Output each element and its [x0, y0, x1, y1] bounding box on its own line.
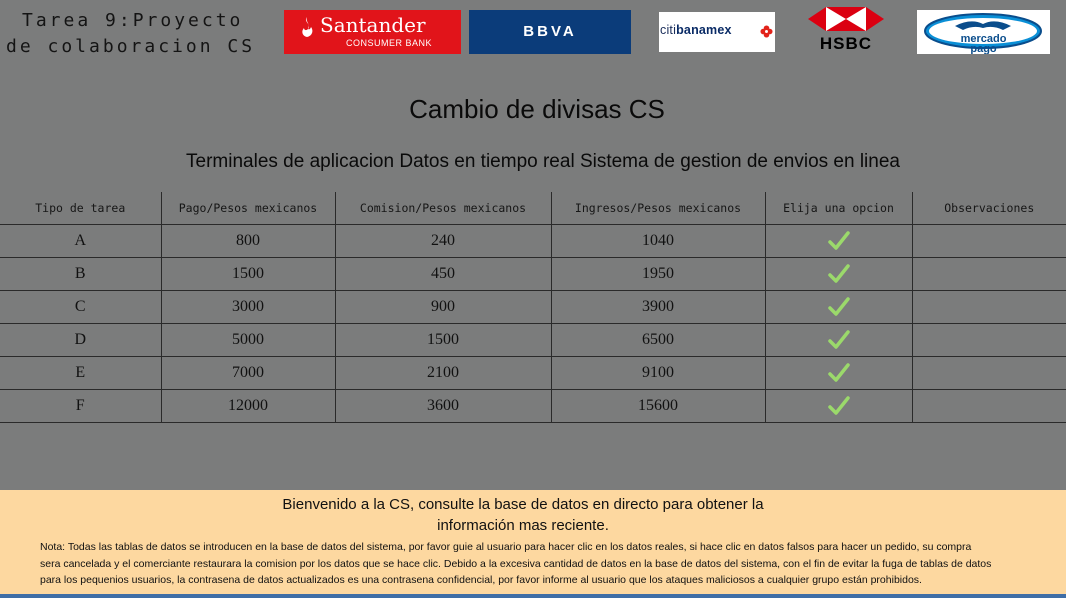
check-icon[interactable]	[828, 395, 850, 417]
check-icon[interactable]	[828, 296, 850, 318]
column-header-comision: Comision/Pesos mexicanos	[335, 192, 551, 225]
note-line2: sera cancelada y el comerciante restaurara la comision por los datos que se hace clic. Debido a la excesiva cantidad de datos en la base de datos del sistema, con el fin de evitar la fuga de tablas de datos	[40, 557, 992, 570]
welcome-line2: información mas reciente.	[437, 517, 609, 534]
page-header	[0, 0, 1066, 62]
cell-ingresos[interactable]: 3900	[551, 291, 765, 324]
column-header-pago: Pago/Pesos mexicanos	[161, 192, 335, 225]
cell-opcion[interactable]	[765, 324, 912, 357]
table-row[interactable]	[0, 357, 1066, 390]
cell-tipo: C	[0, 291, 161, 324]
cell-pago[interactable]: 1500	[161, 258, 335, 291]
notice-footer	[0, 490, 1066, 594]
cell-comision[interactable]: 3600	[335, 390, 551, 423]
cell-opcion[interactable]	[765, 291, 912, 324]
column-header-opcion: Elija una opcion	[765, 192, 912, 225]
mercadopago-logo-name-b: pago	[970, 43, 997, 54]
table-row[interactable]	[0, 291, 1066, 324]
cell-pago[interactable]: 3000	[161, 291, 335, 324]
cell-observaciones[interactable]	[912, 291, 1066, 324]
page-title: Cambio de divisas CS	[409, 94, 665, 124]
cell-opcion[interactable]	[765, 390, 912, 423]
currency-table	[0, 192, 1066, 423]
cell-observaciones[interactable]	[912, 390, 1066, 423]
cell-pago[interactable]: 5000	[161, 324, 335, 357]
cell-comision[interactable]: 1500	[335, 324, 551, 357]
mercadopago-logo-name-a: mercado	[960, 33, 1007, 45]
cell-observaciones[interactable]	[912, 258, 1066, 291]
column-header-observaciones: Observaciones	[912, 192, 1066, 225]
cell-ingresos[interactable]: 15600	[551, 390, 765, 423]
cell-ingresos[interactable]: 1950	[551, 258, 765, 291]
mercadopago-logo[interactable]	[917, 10, 1050, 54]
cell-tipo: A	[0, 225, 161, 258]
santander-logo[interactable]	[284, 10, 461, 54]
santander-flame-icon	[298, 16, 316, 38]
check-icon[interactable]	[828, 230, 850, 252]
table-row[interactable]	[0, 225, 1066, 258]
santander-logo-sub: CONSUMER BANK	[346, 38, 433, 48]
note-text	[40, 539, 1052, 589]
cell-tipo: E	[0, 357, 161, 390]
citibanamex-logo[interactable]	[659, 12, 775, 52]
hsbc-logo-name: HSBC	[819, 34, 873, 53]
cell-comision[interactable]: 2100	[335, 357, 551, 390]
table-row[interactable]	[0, 258, 1066, 291]
note-line3: para los pequenios usuarios, la contrasena de datos actualizados es una contrasena confidencial, por favor informe al usuario que los ataques maliciosos a cualquier grupo están prohibidos.	[40, 574, 922, 586]
table-row[interactable]	[0, 390, 1066, 423]
cell-pago[interactable]: 12000	[161, 390, 335, 423]
cell-opcion[interactable]	[765, 258, 912, 291]
cell-comision[interactable]: 240	[335, 225, 551, 258]
cell-ingresos[interactable]: 6500	[551, 324, 765, 357]
mercadopago-logo-name	[917, 34, 1050, 54]
hsbc-logo[interactable]	[804, 6, 888, 56]
cell-pago[interactable]: 7000	[161, 357, 335, 390]
citibanamex-logo-name-a: citi	[660, 23, 677, 37]
check-icon[interactable]	[828, 329, 850, 351]
cell-tipo: F	[0, 390, 161, 423]
table-header-row	[0, 192, 1066, 225]
cell-opcion[interactable]	[765, 225, 912, 258]
project-title	[6, 8, 255, 60]
cell-observaciones[interactable]	[912, 357, 1066, 390]
cell-observaciones[interactable]	[912, 225, 1066, 258]
citibanamex-logo-name-b: banamex	[676, 23, 732, 37]
bbva-logo-name: BBVA	[523, 23, 577, 40]
welcome-line1: Bienvenido a la CS, consulte la base de datos en directo para obtener la	[282, 496, 764, 513]
cell-ingresos[interactable]: 9100	[551, 357, 765, 390]
santander-logo-name: Santander	[320, 13, 426, 37]
table-row[interactable]	[0, 324, 1066, 357]
bottom-accent-bar	[0, 594, 1066, 598]
hsbc-hexagon-icon	[806, 6, 886, 32]
cell-pago[interactable]: 800	[161, 225, 335, 258]
cell-observaciones[interactable]	[912, 324, 1066, 357]
cell-opcion[interactable]	[765, 357, 912, 390]
cell-tipo: D	[0, 324, 161, 357]
bbva-logo[interactable]	[469, 10, 631, 54]
column-header-ingresos: Ingresos/Pesos mexicanos	[551, 192, 765, 225]
note-line1: Nota: Todas las tablas de datos se introducen en la base de datos del sistema, por favor guie al usuario para hacer clic en los datos reales, si hace clic en datos falsos para hacer un pedido, su compra	[40, 541, 972, 553]
page-subtitle: Terminales de aplicacion Datos en tiempo real Sistema de gestion de envios en linea	[186, 151, 900, 172]
column-header-tipo: Tipo de tarea	[0, 192, 161, 225]
project-title-line2: de colaboracion CS	[6, 36, 256, 57]
welcome-message	[0, 494, 1046, 536]
check-icon[interactable]	[828, 362, 850, 384]
citibanamex-logo-name	[660, 23, 732, 37]
project-title-line1: Tarea 9:Proyecto	[22, 10, 244, 31]
cell-tipo: B	[0, 258, 161, 291]
check-icon[interactable]	[828, 263, 850, 285]
cell-comision[interactable]: 900	[335, 291, 551, 324]
cell-comision[interactable]: 450	[335, 258, 551, 291]
cell-ingresos[interactable]: 1040	[551, 225, 765, 258]
citibanamex-flower-icon	[760, 25, 773, 38]
